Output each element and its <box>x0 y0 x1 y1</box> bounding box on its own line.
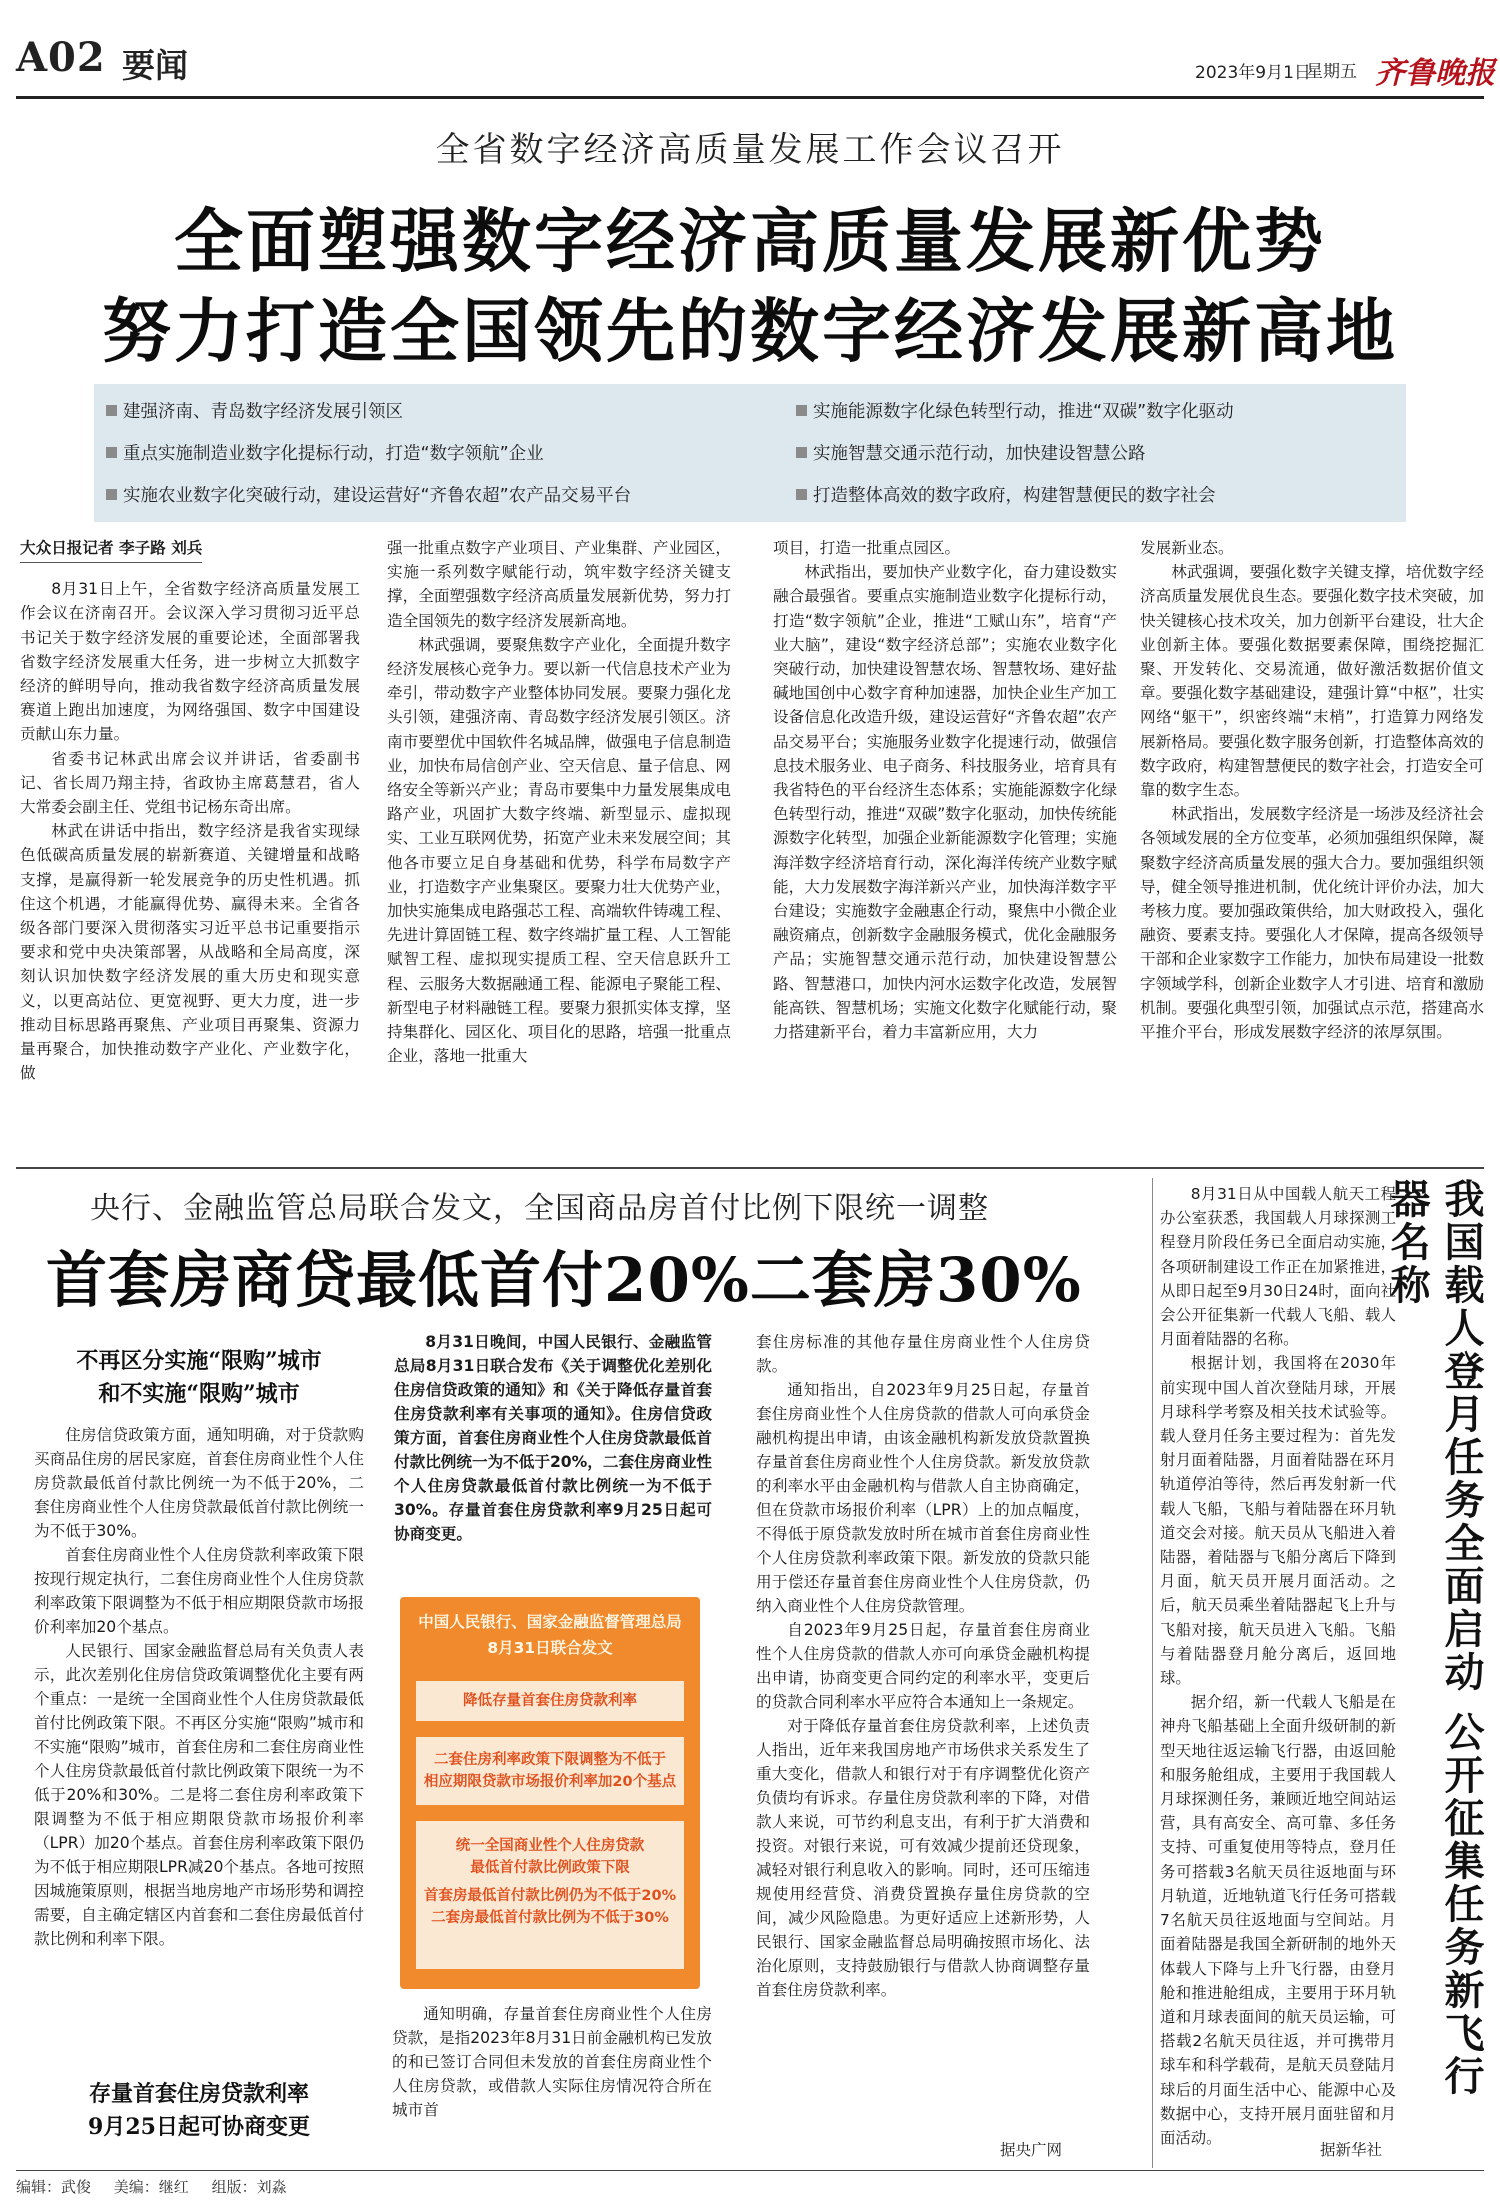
footer-editor: 编辑：武俊 <box>16 2178 92 2196</box>
bullet-square-icon <box>106 489 117 500</box>
footer-rule <box>16 2170 1484 2171</box>
bullet-square-icon <box>796 489 807 500</box>
bullet-square-icon <box>106 405 117 416</box>
paragraph: 据介绍，新一代载人飞船是在神舟飞船基础上全面升级研制的新型天地往返运输飞行器，由返回舱和服务舱组成，主要用于我国载人月球探测任务，兼顾近地空间站运营，具有高安全、高可靠、多任务支持、可重复使用等特点，登月任务可搭载3名航天员往返地面与环月轨道，近地轨道飞行任务可搭载7名航天员往返地面与空间站。月面着陆器是我国全新研制的地外天体载人下降与上升飞行器，由登月舱和推进舱组成，主要用于环月轨道和月球表面间的航天员运输，可搭载2名航天员往返，并可携带月球车和科学载荷，是航天员登陆月球后的月面生活中心、能源中心及数据中心，支持开展月面驻留和月面活动。 <box>1160 1693 1396 2147</box>
highlight-text: 建强济南、青岛数字经济发展引领区 <box>123 402 403 422</box>
subhead: 不再区分实施“限购”城市 <box>76 1348 322 1374</box>
subhead: 9月25日起可协商变更 <box>88 2114 310 2140</box>
bullet-square-icon <box>796 405 807 416</box>
paragraph: 对于降低存量首套住房贷款利率，上述负责人指出，近年来我国房地产市场供求关系发生了重大变化，借款人和银行对于有序调整优化资产负债均有诉求。存量住房贷款利率的下降，对借款人来说，可节约利息支出，有利于扩大消费和投资。对银行来说，可有效减少提前还贷现象，减轻对银行利息收入的影响。同时，还可压缩违规使用经营贷、消费贷置换存量住房贷款的空间，减少风险隐患。为更好适应上述新形势，人民银行、国家金融监督总局明确按照市场化、法治化原则，支持鼓励银行与借款人协商调整存量首套住房贷款利率。 <box>756 1717 1090 1999</box>
story-divider <box>16 1167 1484 1169</box>
paragraph: 套住房标准的其他存量住房商业性个人住房贷款。 <box>756 1333 1090 1375</box>
highlight-item <box>796 398 1234 423</box>
highlight-text: 重点实施制造业数字化提标行动，打造“数字领航”企业 <box>123 444 544 464</box>
infographic-card-text: 首套房最低首付款比例仍为不低于20% <box>423 1888 677 1904</box>
column-divider <box>1152 1178 1153 2168</box>
paragraph: 林武在讲话中指出，数字经济是我省实现绿色低碳高质量发展的崭新赛道、关键增量和战略支撑，是赢得新一轮发展竞争的历史性机遇。抓住这个机遇，才能赢得优势、赢得未来。全省各级各部门要深入贯彻落实习近平总书记重要指示要求和党中央决策部署，从战略和全局高度，深刻认识加快数字经济发展的重大历史和现实意义，以更高站位、更宽视野、更大力度，进一步推动目标思路再聚焦、产业项目再聚集、资源力量再聚合，加快推动数字产业化、产业数字化，做 <box>20 822 360 1083</box>
story2-column-1 <box>34 1345 364 2145</box>
paragraph: 自2023年9月25日起，存量首套住房商业性个人住房贷款的借款人亦可向承贷金融机构提出申请，协商变更合同约定的利率水平，变更后的贷款合同利率水平应符合本通知上一条规定。 <box>756 1621 1090 1711</box>
paragraph: 林武指出，要加快产业数字化，奋力建设数实融合最强省。要重点实施制造业数字化提标行动，打造“数字领航”企业，推进“工赋山东”，培育“产业大脑”，建设“数字经济总部”；实施农业数字化突破行动，加快建设智慧农场、智慧牧场、建好盐碱地国创中心数字育种加速器，加快企业生产加工设备信息化改造升级，建设运营好“齐鲁农超”农产品交易平台；实施服务业数字化提速行动，做强信息技术服务业、电子商务、科技服务业，培育具有我省特色的平台经济生态体系；实施能源数字化绿色转型行动，推进“双碳”数字化驱动，加快传统能源数字化转型，加强企业新能源数字化管理；实施海洋数字经济培育行动，深化海洋传统产业数字赋能，大力发展数字海洋新兴产业，加快海洋数字平台建设；实施数字金融惠企行动，聚焦中小微企业融资痛点，创新数字金融服务模式，优化金融服务产品；实施智慧交通示范行动，加快建设智慧公路、智慧港口，加快内河水运数字化改造，发展智能高铁、智慧机场；实施文化数字化赋能行动，聚力搭建新平台，着力丰富新应用，大力 <box>773 563 1117 1042</box>
bullet-square-icon <box>106 447 117 458</box>
paragraph: 8月31日上午，全省数字经济高质量发展工作会议在济南召开。会议深入学习贯彻习近平总书记关于数字经济发展的重要论述，全面部署我省数字经济发展重大任务，进一步树立大抓数字经济的鲜明导向，推动我省数字经济高质量发展赛道上跑出加速度，为网络强国、数字中国建设贡献山东力量。 <box>20 580 360 744</box>
highlight-item <box>106 398 403 423</box>
paragraph: 林武强调，要聚焦数字产业化，全面提升数字经济发展核心竞争力。要以新一代信息技术产业为牵引，带动数字产业整体协同发展。要聚力强化龙头引领，建强济南、青岛数字经济发展引领区。济南市要塑优中国软件名城品牌，做强电子信息制造业，加快布局信创产业、空天信息、量子信息、网络安全等新兴产业；青岛市要集中力量发展集成电路产业，巩固扩大数字终端、新型显示、虚拟现实、工业互联网优势，拓宽产业未来发展空间；其他各市要立足自身基础和优势，科学布局数字产业，打造数字产业集聚区。要聚力壮大优势产业，加快实施集成电路强芯工程、高端软件铸魂工程、先进计算固链工程、数字终端扩量工程、人工智能赋智工程、虚拟现实提质工程、空天信息跃升工程、云服务大数据融通工程、能源电子聚能工程、新型电子材料融链工程。要聚力狠抓实体支撑，坚持集群化、园区化、项目化的思路，培强一批重点企业，落地一批重大 <box>387 635 731 1066</box>
paragraph: 8月31日从中国载人航天工程办公室获悉，我国载人月球探测工程登月阶段任务已全面启动实施，各项研制建设工作正在加紧推进，从即日起至9月30日24时，面向社会公开征集新一代载人飞船、载人月面着陆器的名称。 <box>1160 1185 1396 1349</box>
highlight-text: 实施农业数字化突破行动，建设运营好“齐鲁农超”农产品交易平台 <box>123 486 632 506</box>
footer-layout: 组版：刘淼 <box>211 2178 287 2196</box>
story1-highlights-box <box>94 384 1406 522</box>
newspaper-logo: 齐鲁晚报 <box>1375 56 1495 91</box>
story2-column-3 <box>756 1330 1090 2140</box>
issue-weekday: 星期五 <box>1306 62 1357 82</box>
page-number: A02 <box>16 34 106 81</box>
story1-column-4 <box>1140 536 1484 1160</box>
paragraph: 林武强调，要强化数字关键支撑，培优数字经济高质量发展优良生态。要强化数字技术突破，加快关键核心技术攻关，加力创新平台建设，壮大企业创新主体。要强化数据要素保障，围绕挖掘汇聚、开发转化、交易流通，做好激活数据价值文章。要强化数字基础建设，建强计算“中枢”，壮实网络“躯干”，织密终端“末梢”，打造算力网络发展新格局。要强化数字服务创新，打造整体高效的数字政府，构建智慧便民的数字社会，打造安全可靠的数字生态。 <box>1140 563 1484 800</box>
story1-column-2 <box>387 536 731 1160</box>
story1-column-1 <box>20 536 360 1160</box>
highlight-text: 实施智慧交通示范行动，加快建设智慧公路 <box>813 444 1146 464</box>
story3-vertical-headline: 我国载人登月任务全面启动 公开征集任务新飞行器名称 <box>1384 1178 1485 2098</box>
policy-infographic <box>400 1597 700 1989</box>
story1-headline-line2: 努力打造全国领先的数字经济发展新高地 <box>102 291 1398 372</box>
subhead: 和不实施“限购”城市 <box>98 1381 300 1407</box>
infographic-card <box>416 1821 684 1969</box>
paragraph: 首套住房商业性个人住房贷款利率政策下限按现行规定执行，二套住房商业性个人住房贷款利率政策下限调整为不低于相应期限贷款市场报价利率加20个基点。 <box>34 1546 364 1636</box>
story3-source: 据新华社 <box>1320 2141 1383 2159</box>
page-footer <box>16 2176 305 2197</box>
story3-body <box>1160 1182 1396 2162</box>
infographic-card-text: 最低首付款比例政策下限 <box>470 1860 630 1876</box>
infographic-card <box>416 1737 684 1805</box>
highlight-text: 实施能源数字化绿色转型行动，推进“双碳”数字化驱动 <box>813 402 1234 422</box>
infographic-title <box>400 1609 700 1661</box>
paragraph: 住房信贷政策方面，通知明确，对于贷款购买商品住房的居民家庭，首套住房商业性个人住房贷款最低首付款比例统一为不低于20%，二套住房商业性个人住房贷款最低首付款比例统一为不低于30%。 <box>34 1426 364 1540</box>
story1-column-3 <box>773 536 1117 1160</box>
story2-kicker: 央行、金融监管总局联合发文，全国商品房首付比例下限统一调整 <box>90 1191 989 1226</box>
highlight-item <box>796 482 1216 507</box>
infographic-card-text: 统一全国商业性个人住房贷款 <box>455 1838 645 1854</box>
infographic-card <box>416 1681 684 1721</box>
paragraph: 根据计划，我国将在2030年前实现中国人首次登陆月球，开展月球科学考察及相关技术试验等。载人登月任务主要过程为：首先发射月面着陆器，月面着陆器在环月轨道停泊等待，然后再发射新一代载人飞船，飞船与着陆器在环月轨道交会对接。航天员从飞船进入着陆器，着陆器与飞船分离后下降到月面，航天员开展月面活动。之后，航天员乘坐着陆器起飞上升与飞船对接，航天员进入飞船。飞船与着陆器登月舱分离后，返回地球。 <box>1160 1354 1396 1688</box>
section-name: 要闻 <box>122 46 188 85</box>
infographic-card-text: 二套房最低首付款比例为不低于30% <box>431 1910 669 1926</box>
infographic-title-line: 8月31日联合发文 <box>487 1639 613 1657</box>
header-rule <box>16 96 1484 99</box>
highlight-text: 打造整体高效的数字政府，构建智慧便民的数字社会 <box>813 486 1216 506</box>
story1-headline-line1: 全面塑强数字经济高质量发展新优势 <box>174 201 1326 282</box>
infographic-card-text: 降低存量首套住房贷款利率 <box>463 1693 637 1709</box>
highlight-item <box>796 440 1146 465</box>
infographic-card-text: 相应期限贷款市场报价利率加20个基点 <box>423 1774 677 1790</box>
paragraph: 通知明确，存量首套住房商业性个人住房贷款，是指2023年8月31日前金融机构已发放的和已签订合同但未发放的首套住房商业性个人住房贷款，或借款人实际住房情况符合所在城市首 <box>392 2005 712 2119</box>
story2-headline: 首套房商贷最低首付20%二套房30% <box>46 1245 1082 1316</box>
story1-kicker: 全省数字经济高质量发展工作会议召开 <box>435 130 1065 170</box>
story2-source: 据央广网 <box>1000 2141 1063 2159</box>
paragraph: 强一批重点数字产业项目、产业集群、产业园区，实施一系列数字赋能行动，筑牢数字经济关键支撑，全面塑强数字经济高质量发展新优势，努力打造全国领先的数字经济发展新高地。 <box>387 539 731 630</box>
lead-paragraph: 8月31日晚间，中国人民银行、金融监管总局8月31日联合发布《关于调整优化差别化住房信贷政策的通知》和《关于降低存量首套住房贷款利率有关事项的通知》。住房信贷政策方面，首套住房商业性个人住房贷款最低首付款比例统一为不低于20%，二套住房商业性个人住房贷款最低首付款比例统一为不低于30%。存量首套住房贷款利率9月25日起可协商变更。 <box>394 1333 712 1543</box>
story2-column-2-bottom <box>392 2002 712 2162</box>
paragraph: 林武指出，发展数字经济是一场涉及经济社会各领域发展的全方位变革，必须加强组织保障，凝聚数字经济高质量发展的强大合力。要加强组织领导，健全领导推进机制，优化统计评价办法，加大考核力度。要加强政策供给，加大财政投入，强化融资、要素支持。要强化人才保障，提高各级领导干部和企业家数字工作能力，加快布局建设一批数字领域学科，创新企业数字人才引进、培育和激励机制。要强化典型引领，加强试点示范，搭建高水平推介平台，形成发展数字经济的浓厚氛围。 <box>1140 805 1484 1042</box>
issue-date: 2023年9月1日 <box>1195 63 1311 83</box>
paragraph: 项目，打造一批重点园区。 <box>773 539 961 557</box>
footer-designer: 美编：继红 <box>113 2178 189 2196</box>
infographic-card-text: 二套住房利率政策下限调整为不低于 <box>434 1752 666 1768</box>
paragraph: 省委书记林武出席会议并讲话，省委副书记、省长周乃翔主持，省政协主席葛慧君，省人大常委会副主任、党组书记杨东奇出席。 <box>20 749 360 817</box>
highlight-item <box>106 482 631 507</box>
infographic-title-line: 中国人民银行、国家金融监督管理总局 <box>418 1613 682 1631</box>
paragraph: 通知指出，自2023年9月25日起，存量首套住房商业性个人住房贷款的借款人可向承贷金融机构提出申请，由该金融机构新发放贷款置换存量首套住房商业性个人住房贷款。新发放贷款的利率水平由金融机构与借款人自主协商确定，但在贷款市场报价利率（LPR）上的加点幅度，不得低于原贷款发放时所在城市首套住房商业性个人住房贷款利率政策下限。新发放的贷款只能用于偿还存量首套住房商业性个人住房贷款，仍纳入商业性个人住房贷款管理。 <box>756 1381 1090 1615</box>
subhead: 存量首套住房贷款利率 <box>88 2081 309 2107</box>
paragraph: 发展新业态。 <box>1140 539 1234 557</box>
bullet-square-icon <box>796 447 807 458</box>
highlight-item <box>106 440 544 465</box>
byline: 大众日报记者 李子路 刘兵 <box>20 536 202 563</box>
story2-column-2-lead <box>394 1330 712 1574</box>
paragraph: 人民银行、国家金融监督总局有关负责人表示，此次差别化住房信贷政策调整优化主要有两个重点：一是统一全国商业性个人住房贷款最低首付比例政策下限。不再区分实施“限购”城市和不实施“限购”城市，首套住房和二套住房商业性个人住房贷款最低首付款比例政策下限统一为不低于20%和30%。二是将二套住房利率政策下限调整为不低于相应期限贷款市场报价利率（LPR）加20个基点。首套住房利率政策下限仍为不低于相应期限LPR减20个基点。各地可按照因城施策原则，根据当地房地产市场形势和调控需要，自主确定辖区内首套和二套住房最低首付款比例和利率下限。 <box>34 1642 364 1948</box>
